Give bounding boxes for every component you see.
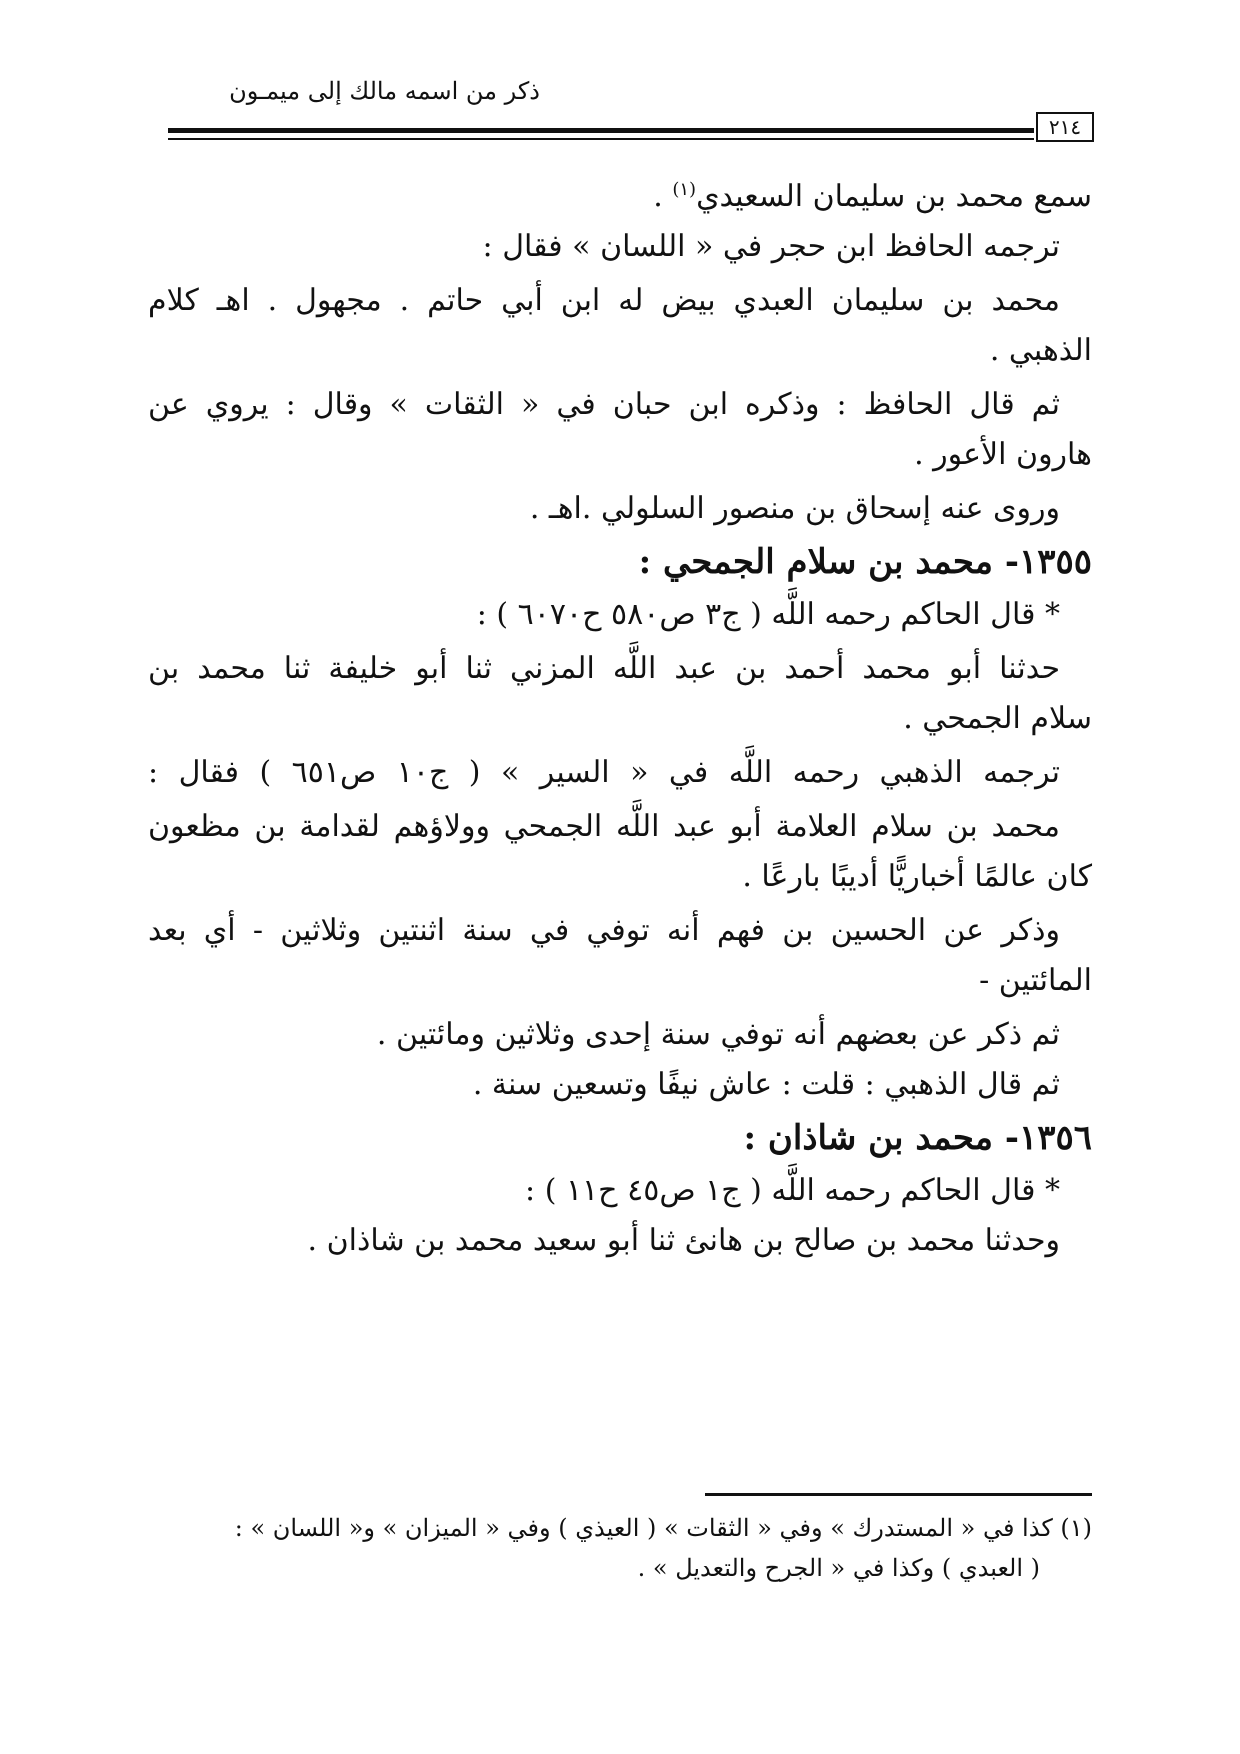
text-line: وذكر عن الحسين بن فهم أنه توفي في سنة اثنتين وثلاثين - أي بعد bbox=[148, 913, 1060, 948]
text-line: * قال الحاكم رحمه اللَّه ( ج١ ص٤٥ ح١١ ) : bbox=[525, 1173, 1060, 1208]
text-line: سلام الجمحي . bbox=[903, 701, 1092, 736]
header-rule-thin bbox=[168, 138, 1034, 140]
text-line: ترجمه الذهبي رحمه اللَّه في « السير » ( ج١٠ ص٦٥١ ) فقال : bbox=[148, 755, 1060, 790]
text-segment: سمع محمد بن سليمان السعيدي bbox=[696, 179, 1092, 214]
text-line: وروى عنه إسحاق بن منصور السلولي .اهـ . bbox=[529, 491, 1060, 526]
body-text bbox=[148, 172, 1092, 1266]
text-line: كان عالمًا أخباريًّا أديبًا بارعًا . bbox=[742, 859, 1092, 894]
text-line: ترجمه الحافظ ابن حجر في « اللسان » فقال : bbox=[482, 229, 1060, 264]
text-line: ثم قال الذهبي : قلت : عاش نيفًا وتسعين سنة . bbox=[472, 1067, 1060, 1102]
footnote-line: ( العبدي ) وكذا في « الجرح والتعديل » . bbox=[637, 1554, 1040, 1582]
footnote-reference: (١) bbox=[672, 179, 697, 200]
text-line: حدثنا أبو محمد أحمد بن عبد اللَّه المزني ثنا أبو خليفة ثنا محمد بن bbox=[148, 651, 1060, 686]
text-line: هارون الأعور . bbox=[914, 437, 1092, 472]
footnotes bbox=[148, 1508, 1092, 1588]
entry-heading: ١٣٥٦- محمد بن شاذان : bbox=[743, 1118, 1092, 1158]
text-line: محمد بن سلام العلامة أبو عبد اللَّه الجمحي وولاؤهم لقدامة بن مظعون bbox=[148, 809, 1060, 844]
footnote-line: (١) كذا في « المستدرك » وفي « الثقات » ( العيذي ) وفي « الميزان » و« اللسان » : bbox=[234, 1514, 1092, 1542]
text-line: الذهبي . bbox=[989, 333, 1092, 368]
header-rule bbox=[168, 128, 1034, 133]
text-line: * قال الحاكم رحمه اللَّه ( ج٣ ص٥٨٠ ح٦٠٧٠ ) : bbox=[476, 597, 1060, 632]
text-line: محمد بن سليمان العبدي بيض له ابن أبي حاتم . مجهول . اهـ كلام bbox=[148, 283, 1060, 318]
footnote-separator bbox=[705, 1493, 1092, 1496]
text-line: ثم ذكر عن بعضهم أنه توفي سنة إحدى وثلاثين ومائتين . bbox=[376, 1017, 1060, 1052]
running-title: ذكر من اسمه مالك إلى ميمـون bbox=[229, 77, 540, 105]
entry-heading: ١٣٥٥- محمد بن سلام الجمحي : bbox=[638, 542, 1092, 582]
text-segment: . bbox=[653, 179, 673, 214]
text-line bbox=[148, 172, 1092, 222]
text-line: وحدثنا محمد بن صالح بن هانئ ثنا أبو سعيد محمد بن شاذان . bbox=[307, 1223, 1060, 1258]
text-line: المائتين - bbox=[979, 963, 1092, 998]
page-number: ٢١٤ bbox=[1036, 112, 1094, 142]
text-line: ثم قال الحافظ : وذكره ابن حبان في « الثقات » وقال : يروي عن bbox=[148, 387, 1060, 422]
